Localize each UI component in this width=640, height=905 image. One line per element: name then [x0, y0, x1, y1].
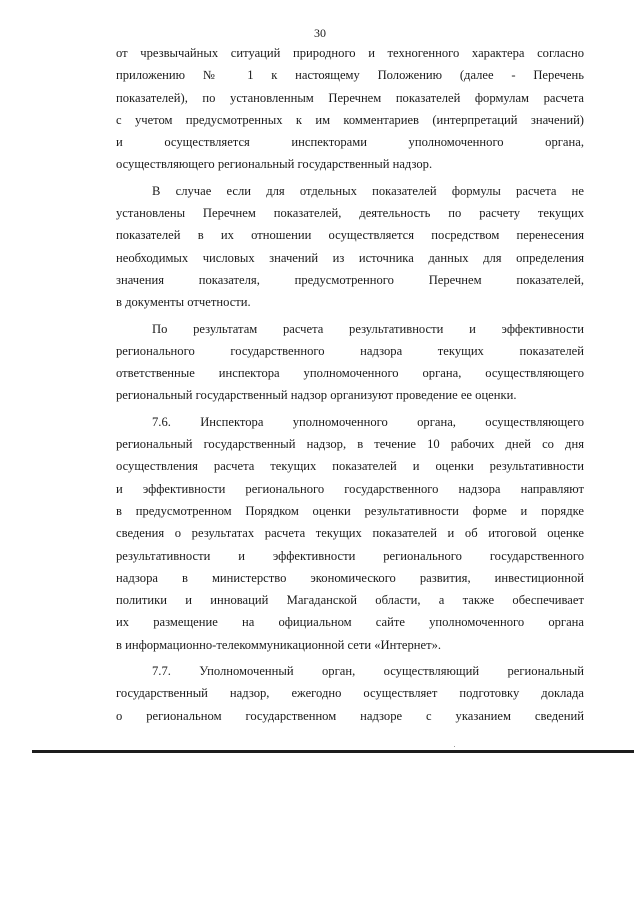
text-line: в предусмотренном Порядком оценки результативности форме и порядке	[116, 503, 584, 518]
text-line: осуществления расчета текущих показателей и оценки результативности	[116, 459, 584, 474]
document-body	[116, 42, 584, 727]
text-line: в документы отчетности.	[116, 295, 251, 310]
page-bottom-rule	[32, 750, 634, 753]
text-line: и осуществляется инспекторами уполномоченного органа,	[116, 135, 584, 150]
text-line: необходимых числовых значений из источника данных для определения	[116, 250, 584, 265]
paragraph-7-7	[116, 660, 584, 727]
text-line: региональный государственный надзор организуют проведение ее оценки.	[116, 388, 517, 403]
page-number: 30	[314, 26, 326, 40]
text-line: значения показателя, предусмотренного Перечнем показателей,	[116, 272, 584, 287]
text-line: сведения о результатах расчета текущих показателей и об итоговой оценке	[116, 526, 584, 541]
text-line: По результатам расчета результативности и эффективности	[152, 321, 584, 336]
text-line: от чрезвычайных ситуаций природного и техногенного характера согласно	[116, 46, 584, 60]
text-line: В случае если для отдельных показателей формулы расчета не	[152, 183, 584, 198]
text-line: политики и инноваций Магаданской области, а также обеспечивает	[116, 593, 584, 608]
paragraph-continuation	[116, 42, 584, 176]
text-line: приложению № 1 к настоящему Положению (далее - Перечень	[116, 68, 584, 83]
text-line: результативности и эффективности регионального государственного	[116, 548, 584, 563]
paragraph-formulas	[116, 180, 584, 314]
text-line: 7.7. Уполномоченный орган, осуществляющий региональный	[152, 664, 584, 679]
text-line: регионального государственного надзора текущих показателей	[116, 343, 584, 358]
text-line: государственный надзор, ежегодно осуществляет подготовку доклада	[116, 686, 584, 701]
text-line: с учетом предусмотренных к им комментариев (интерпретаций значений)	[116, 112, 584, 127]
text-line: 7.6. Инспектора уполномоченного органа, осуществляющего	[152, 414, 584, 429]
text-line: их размещение на официальном сайте уполномоченного органа	[116, 615, 584, 630]
text-line: установлены Перечнем показателей, деятельность по расчету текущих	[116, 206, 584, 221]
text-line: в информационно-телекоммуникационной сети «Интернет».	[116, 637, 442, 652]
text-line: осуществляющего региональный государственный надзор.	[116, 157, 433, 172]
text-line: показателей), по установленным Перечнем показателей формулам расчета	[116, 90, 584, 105]
scan-speck	[454, 746, 455, 747]
text-line: о региональном государственном надзоре с указанием сведений	[116, 708, 584, 723]
text-line: показателей в их отношении осуществляется посредством перенесения	[116, 228, 584, 243]
text-line: надзора в министерство экономического развития, инвестиционной	[116, 570, 584, 585]
text-line: ответственные инспектора уполномоченного органа, осуществляющего	[116, 366, 584, 381]
text-line: и эффективности регионального государственного надзора направляют	[116, 481, 584, 496]
text-line: региональный государственный надзор, в течение 10 рабочих дней со дня	[116, 437, 584, 452]
paragraph-7-6	[116, 411, 584, 656]
paragraph-results	[116, 318, 584, 407]
